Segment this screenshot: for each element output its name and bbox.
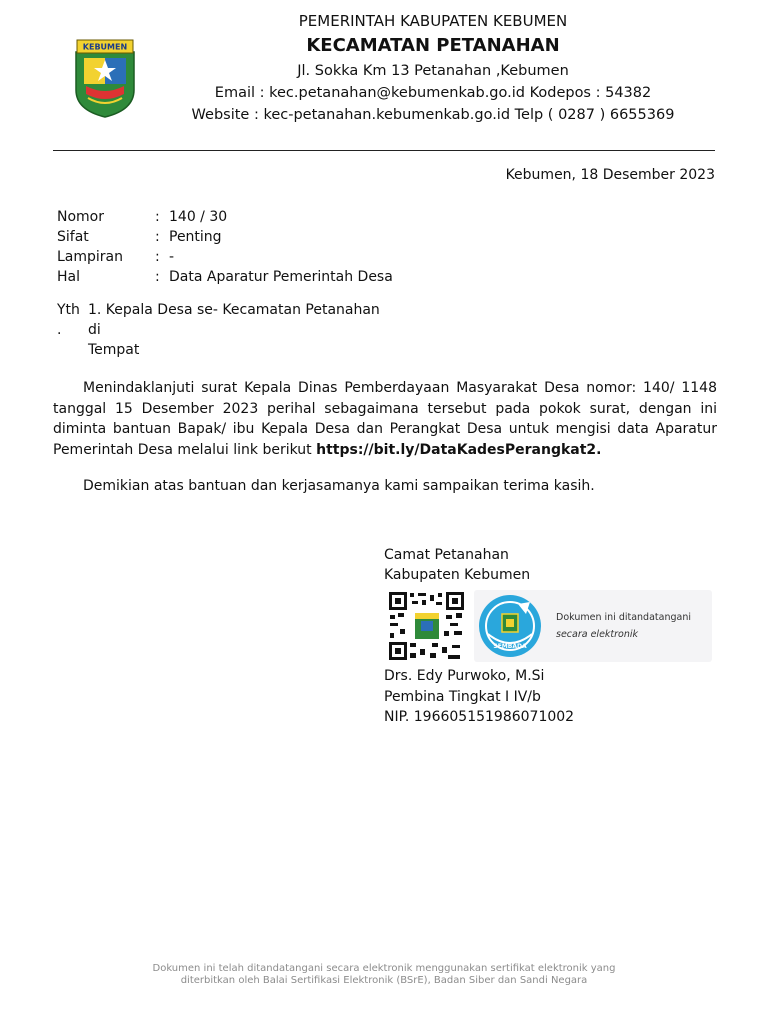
meta-key: Sifat xyxy=(57,229,89,245)
letter-body xyxy=(53,378,717,460)
meta-sep: : xyxy=(155,249,160,265)
recipient-dot: . xyxy=(57,322,62,338)
body-text: Menindaklanjuti surat Kepala Dinas Pemberdayaan Masyarakat Desa nomor: 140/ 1148 tanggal 15 Desember 2023 perihal sebagaimana tersebut pada pokok surat, dengan ini diminta bantuan Bapak/ ibu Kepala Desa dan Perangkat Desa untuk mengisi data Aparatur Pemerintah Desa melalui link berikut xyxy=(53,380,717,458)
recipient-line-1: 1. Kepala Desa se- Kecamatan Petanahan xyxy=(88,302,380,318)
form-link[interactable]: https://bit.ly/DataKadesPerangkat2. xyxy=(316,441,602,458)
recipient-line-2: di xyxy=(88,322,101,338)
kebumen-logo-icon xyxy=(74,38,136,118)
meta-value: - xyxy=(169,249,175,265)
recipient-line-3: Tempat xyxy=(88,342,140,358)
signer-nip: NIP. 196605151986071002 xyxy=(384,709,575,725)
signer-region: Kabupaten Kebumen xyxy=(384,567,531,583)
footer-line-1: Dokumen ini telah ditandatangani secara elektronik menggunakan sertifikat elektronik yang xyxy=(152,963,616,974)
closing-sentence: Demikian atas bantuan dan kerjasamanya kami sampaikan terima kasih. xyxy=(83,478,595,494)
office-email: Email : kec.petanahan@kebumenkab.go.id Kodepos : 54382 xyxy=(214,85,652,101)
meta-value: Data Aparatur Pemerintah Desa xyxy=(169,269,393,285)
signer-rank: Pembina Tingkat I IV/b xyxy=(384,689,541,705)
office-address: Jl. Sokka Km 13 Petanahan ,Kebumen xyxy=(297,63,569,79)
office-name: KECAMATAN PETANAHAN xyxy=(306,35,560,56)
seal-text: SEMBADA xyxy=(493,643,527,650)
office-website: Website : kec-petanahan.kebumenkab.go.id Telp ( 0287 ) 6655369 xyxy=(191,107,675,123)
body-paragraph xyxy=(53,378,717,460)
meta-row-hal xyxy=(57,267,393,287)
logo-banner-text: KEBUMEN xyxy=(82,42,128,52)
meta-sep: : xyxy=(155,269,160,285)
footer-line-2: diterbitkan oleh Balai Sertifikasi Elektronik (BSrE), Badan Siber dan Sandi Negara xyxy=(180,974,588,986)
government-name: PEMERINTAH KABUPATEN KEBUMEN xyxy=(298,12,568,30)
meta-key: Lampiran xyxy=(57,249,124,265)
meta-row-nomor xyxy=(57,207,227,227)
letterhead-divider xyxy=(53,150,715,151)
meta-value: Penting xyxy=(169,229,222,245)
meta-value: 140 / 30 xyxy=(169,209,228,225)
e-signature-text-2: secara elektronik xyxy=(556,629,639,640)
signer-name: Drs. Edy Purwoko, M.Si xyxy=(384,668,545,684)
meta-sep: : xyxy=(155,229,160,245)
letter-date: Kebumen, 18 Desember 2023 xyxy=(505,167,715,183)
signer-title: Camat Petanahan xyxy=(384,547,509,563)
recipient-salutation: Yth xyxy=(57,302,80,318)
meta-key: Nomor xyxy=(57,209,104,225)
sembada-seal-icon xyxy=(478,594,542,658)
meta-key: Hal xyxy=(57,269,80,285)
e-signature-footer xyxy=(84,963,684,986)
meta-row-lampiran xyxy=(57,247,174,267)
e-signature-text-1: Dokumen ini ditandatangani xyxy=(556,612,691,623)
meta-row-sifat xyxy=(57,227,222,247)
qr-code-icon xyxy=(388,591,465,661)
meta-sep: : xyxy=(155,209,160,225)
